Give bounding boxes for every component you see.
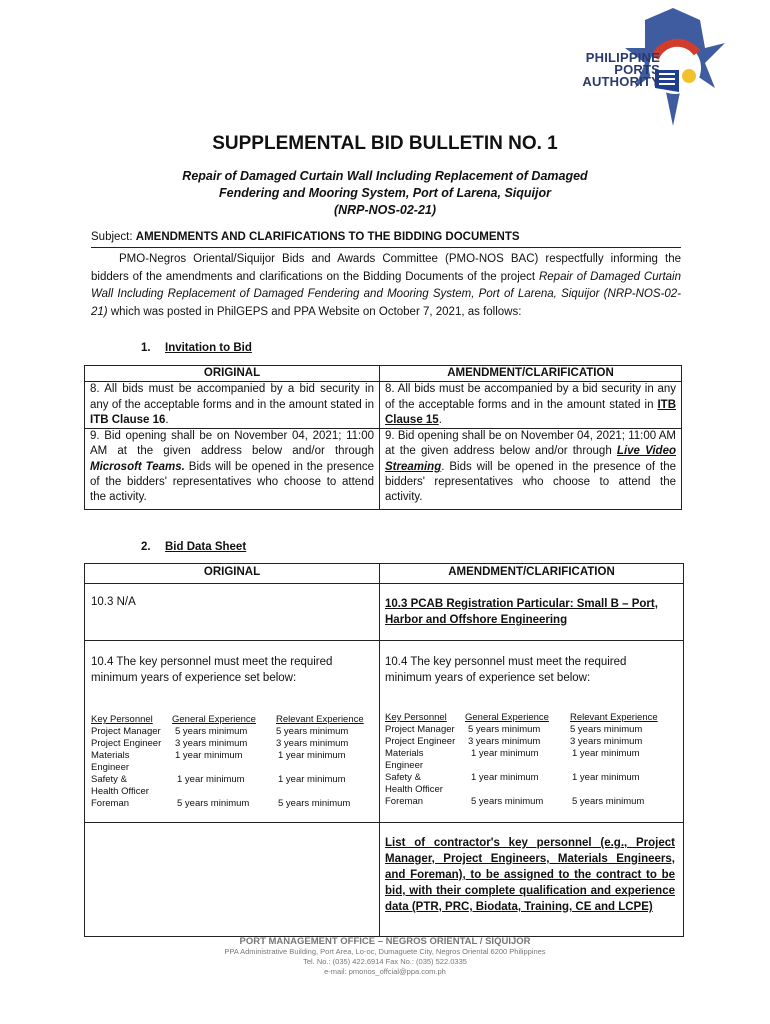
t2-r2-original-text: 10.4 The key personnel must meet the required minimum years of experience set below: bbox=[91, 656, 333, 684]
section-2-heading bbox=[141, 541, 246, 553]
t2-r2-amendment-text: 10.4 The key personnel must meet the required minimum years of experience set below: bbox=[385, 656, 627, 684]
subject-label: Subject: bbox=[91, 231, 133, 243]
page-title: SUPPLEMENTAL BID BULLETIN NO. 1 bbox=[212, 133, 558, 154]
section-1-heading bbox=[141, 342, 252, 354]
footer-office: PORT MANAGEMENT OFFICE – NEGROS ORIENTAL / SIQUIJOR bbox=[239, 936, 531, 947]
subtitle-line-1: Repair of Damaged Curtain Wall Including Replacement of Damaged bbox=[182, 169, 588, 183]
page-footer bbox=[0, 936, 770, 977]
section-2-number: 2. bbox=[141, 541, 151, 553]
t1-r1-amendment: 8. All bids must be accompanied by a bid security in any of the acceptable forms and in the amount stated in ITB Clause 15. bbox=[380, 382, 682, 429]
bid-data-table bbox=[84, 563, 684, 937]
kp-table-amendment: Key Personnel General Experience Relevant Experience Project Manager 5 years minimum 5 years minimum Project Engineer 3 years minimum 3 years minimum Materials Engineer 1 year minimum 1 year minimum Safety & Health Officer 1 year minimum 1 year minimum Foreman 5 years minimum 5 years minimum bbox=[385, 712, 658, 807]
t2-r2-amendment-list: List of contractor's key personnel (e.g., Project Manager, Project Engineers, Materials Engineers, and Foreman), to be assigned to the contract to be bid, with their complete qualification and experience data (PTR, PRC, Biodata, Training, CE and LCPE) bbox=[385, 837, 675, 913]
t1-r1-original: 8. All bids must be accompanied by a bid security in any of the acceptable forms and in the amount stated in ITB Clause 16. bbox=[85, 382, 380, 429]
intro-project: Repair of Damaged Curtain Wall Including Replacement of Damaged Fendering and Mooring System, Port of Larena, Siquijor (NRP-NOS-02-21) bbox=[91, 270, 681, 318]
subtitle-line-2: Fendering and Mooring System, Port of Larena, Siquijor bbox=[219, 186, 551, 200]
logo-line-3: AUTHORITY bbox=[582, 74, 660, 89]
intro-text-1: PMO-Negros Oriental/Siquijor Bids and Awards Committee (PMO-NOS BAC) respectfully informing the bidders of the amendments and clarifications on the Bidding Documents of the project bbox=[91, 253, 681, 283]
intro-text-2: which was posted in PhilGEPS and PPA Website on October 7, 2021, as follows: bbox=[107, 305, 522, 318]
t2-r1-amendment: 10.3 PCAB Registration Particular: Small B – Port, Harbor and Offshore Engineering bbox=[385, 598, 658, 626]
t1-r2-amendment: 9. Bid opening shall be on November 04, 2021; 11:00 AM at the given address below and/or through Live Video Streaming. Bids will be opened in the presence of the bidders' representatives who choose to attend the activity. bbox=[380, 429, 682, 510]
t2-header-original: ORIGINAL bbox=[203, 566, 261, 578]
section-1-label: Invitation to Bid bbox=[165, 342, 252, 354]
footer-email: e-mail: pmonos_offcial@ppa.com.ph bbox=[324, 967, 446, 976]
ppa-logo bbox=[555, 8, 745, 130]
t1-header-amendment: AMENDMENT/CLARIFICATION bbox=[380, 366, 682, 382]
t2-r1-original: 10.3 N/A bbox=[91, 596, 136, 608]
subject-text: AMENDMENTS AND CLARIFICATIONS TO THE BIDDING DOCUMENTS bbox=[135, 231, 520, 243]
logo-line-1: PHILIPPINE bbox=[585, 50, 660, 65]
subtitle-line-3: (NRP-NOS-02-21) bbox=[333, 203, 437, 217]
footer-address: PPA Administrative Building, Port Area, Lo-oc, Dumaguete City, Negros Oriental 6200 Philippines bbox=[224, 947, 546, 956]
subject-line bbox=[91, 231, 681, 248]
t1-r2-original: 9. Bid opening shall be on November 04, 2021; 11:00 AM at the given address below and/or through Microsoft Teams. Bids will be opened in the presence of the bidders' representatives who choose to attend the activity. bbox=[85, 429, 380, 510]
project-subtitle bbox=[150, 168, 620, 219]
kp-table-original: Key Personnel General Experience Relevant Experience Project Manager 5 years minimum 5 years minimum Project Engineer 3 years minimum 3 years minimum Materials Engineer 1 year minimum 1 year minimum Safety & Health Officer 1 year minimum 1 year minimum Foreman 5 years minimum 5 years minimum bbox=[91, 714, 364, 809]
t2-header-amendment: AMENDMENT/CLARIFICATION bbox=[448, 566, 615, 578]
t1-header-original: ORIGINAL bbox=[85, 366, 380, 382]
section-1-number: 1. bbox=[141, 342, 151, 354]
invitation-table bbox=[84, 365, 682, 510]
logo-line-2: PORTS bbox=[614, 62, 660, 77]
intro-paragraph bbox=[91, 251, 681, 321]
section-2-label: Bid Data Sheet bbox=[165, 541, 247, 553]
footer-phone: Tel. No.: (035) 422.6914 Fax No.: (035) 522.0335 bbox=[303, 957, 467, 966]
